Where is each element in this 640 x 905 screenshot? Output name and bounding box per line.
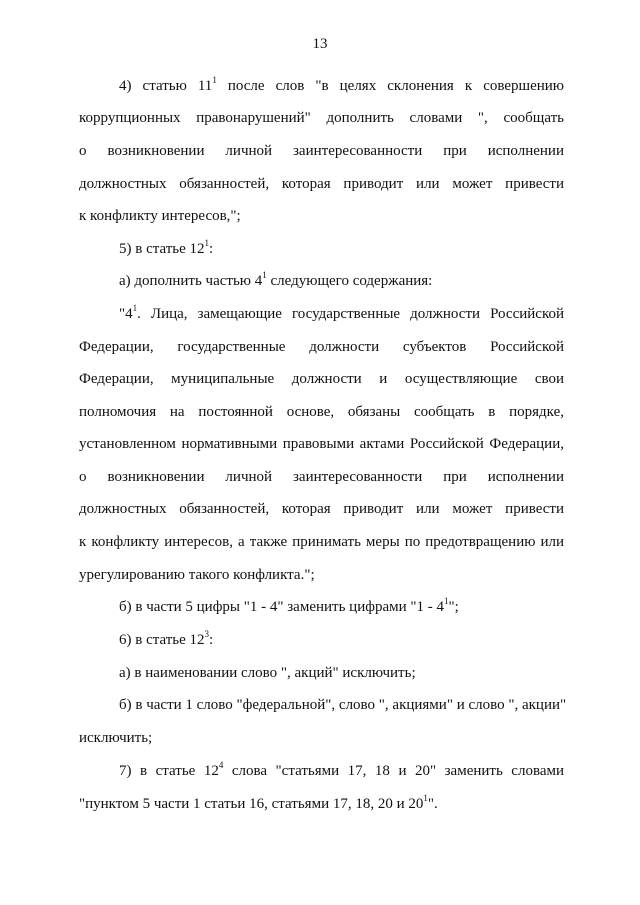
superscript: 1 [204,238,210,248]
paragraph-4-1-line-1 [119,305,564,323]
page-number: 13 [312,36,328,52]
text: 7) в статье 12 [119,763,219,779]
paragraph-5 [119,240,564,258]
paragraph-7-line-2 [79,795,564,813]
paragraph-4-1-line-3: Федерации, муниципальные должности и осуществляющие свои [79,371,564,387]
text: 4) статью 11 [119,78,213,94]
paragraph-6 [119,631,564,649]
text: слова "статьями 17, 18 и 20" заменить словами [223,763,565,779]
superscript: 4 [218,760,224,770]
text: б) в части 5 цифры "1 - 4" заменить цифрами "1 - 4 [119,599,444,615]
paragraph-4-1-line-8: к конфликту интересов, а также принимать меры по предотвращению или [79,534,564,550]
paragraph-6b-line-2: исключить; [79,730,153,746]
superscript: 1 [212,75,217,85]
text: . Лица, замещающие государственные должности Российской [137,306,564,322]
text: 5) в статье 12 [119,241,205,257]
superscript: 3 [204,629,210,639]
paragraph-6a: а) в наименовании слово ", акций" исключить; [119,665,416,681]
superscript: 1 [132,303,138,313]
text: "4 [119,306,133,322]
paragraph-6b-line-1: б) в части 1 слово "федеральной", слово ", акциями" и слово ", акции" [119,697,567,713]
paragraph-4-line-2: коррупционных правонарушений" дополнить словами ", сообщать [79,110,564,126]
text: после слов "в целях склонения к совершению [216,78,564,94]
paragraph-4-line-5: к конфликту интересов,"; [79,208,241,224]
text: а) дополнить частью 4 [119,273,263,289]
text: "; [448,599,459,615]
paragraph-4-line-3: о возникновении личной заинтересованности при исполнении [79,143,564,159]
paragraph-4-line-4: должностных обязанностей, которая приводит или может привести [79,176,564,192]
superscript: 1 [423,793,428,803]
text: "пунктом 5 части 1 статьи 16, статьями 17, 18, 20 и 20 [79,796,424,812]
text: следующего содержания: [266,273,433,289]
paragraph-7-line-1 [119,762,564,780]
paragraph-4-1-line-2: Федерации, государственные должности субъектов Российской [79,339,564,355]
text: : [209,632,214,648]
paragraph-4-1-line-9: урегулированию такого конфликта."; [79,567,315,583]
text: : [209,241,214,257]
text: 6) в статье 12 [119,632,205,648]
superscript: 1 [262,270,267,280]
paragraph-4-1-line-4: полномочия на постоянной основе, обязаны сообщать в порядке, [79,404,564,420]
paragraph-4-line-1 [119,77,564,95]
text: ". [427,796,438,812]
paragraph-4-1-line-5: установленном нормативными правовыми актами Российской Федерации, [79,436,564,452]
paragraph-4-1-line-7: должностных обязанностей, которая приводит или может привести [79,501,564,517]
paragraph-4-1-line-6: о возникновении личной заинтересованности при исполнении [79,469,564,485]
superscript: 1 [444,596,449,606]
paragraph-5a [119,272,564,290]
paragraph-5b [119,598,564,616]
